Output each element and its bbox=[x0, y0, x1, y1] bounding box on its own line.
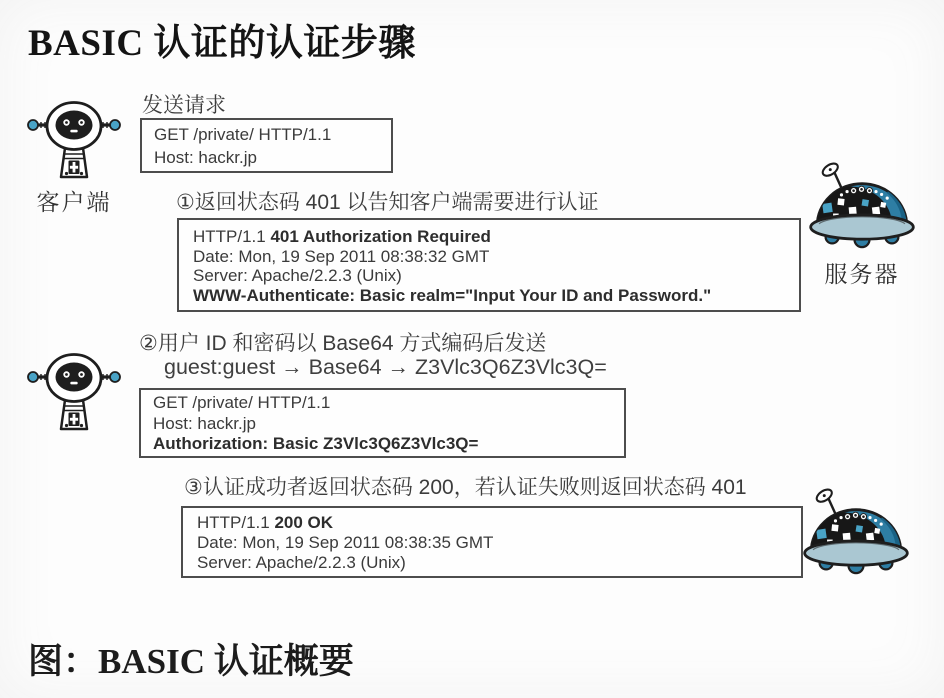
robot-client-icon bbox=[24, 350, 124, 434]
server-label: 服务器 bbox=[824, 261, 900, 287]
http-status-code: 200 OK bbox=[274, 513, 334, 532]
http-server-line: Server: Apache/2.2.3 (Unix) bbox=[197, 553, 406, 572]
server-actor-2 bbox=[800, 486, 912, 580]
http-status-line bbox=[197, 513, 787, 533]
response-box-200 bbox=[181, 506, 803, 578]
http-host-line: Host: hackr.jp bbox=[153, 413, 256, 433]
http-date-line: Date: Mon, 19 Sep 2011 08:38:32 GMT bbox=[193, 246, 490, 266]
http-request-line: GET /private/ HTTP/1.1 bbox=[153, 393, 331, 412]
http-date-line: Date: Mon, 19 Sep 2011 08:38:35 GMT bbox=[197, 533, 494, 552]
request-box-authorized bbox=[139, 388, 626, 458]
ufo-server-icon bbox=[806, 160, 918, 254]
http-authorization-line: Authorization: Basic Z3Vlc3Q6Z3Vlc3Q= bbox=[153, 434, 479, 453]
response-box-401 bbox=[177, 218, 801, 312]
http-status-line bbox=[193, 227, 785, 247]
step2-base64-encoding: guest:guest → Base64 → Z3Vlc3Q6Z3Vlc3Q= bbox=[164, 355, 607, 379]
http-version: HTTP/1.1 bbox=[197, 513, 275, 532]
request-box-initial bbox=[140, 118, 393, 173]
client-label: 客户端 bbox=[36, 189, 112, 215]
client-actor-2 bbox=[24, 350, 124, 434]
robot-client-icon bbox=[24, 98, 124, 182]
ufo-server-icon bbox=[800, 486, 912, 580]
step3-title: ③认证成功者返回状态码 200，若认证失败则返回状态码 401 bbox=[184, 476, 747, 499]
page-title: BASIC 认证的认证步骤 bbox=[28, 23, 416, 64]
http-version: HTTP/1.1 bbox=[193, 227, 271, 246]
http-server-line: Server: Apache/2.2.3 (Unix) bbox=[193, 266, 402, 285]
send-request-label: 发送请求 bbox=[142, 94, 226, 117]
step1-title: ①返回状态码 401 以告知客户端需要进行认证 bbox=[176, 191, 599, 214]
http-host-line: Host: hackr.jp bbox=[154, 148, 257, 167]
figure-caption: 图：BASIC 认证概要 bbox=[28, 642, 354, 681]
step2-title: ②用户 ID 和密码以 Base64 方式编码后发送 bbox=[139, 332, 547, 355]
server-actor bbox=[806, 160, 918, 289]
http-status-code: 401 Authorization Required bbox=[270, 227, 491, 246]
http-www-authenticate-line: WWW-Authenticate: Basic realm="Input Your ID and Password." bbox=[193, 285, 712, 305]
client-actor bbox=[24, 98, 124, 217]
http-request-line: GET /private/ HTTP/1.1 bbox=[154, 125, 332, 144]
